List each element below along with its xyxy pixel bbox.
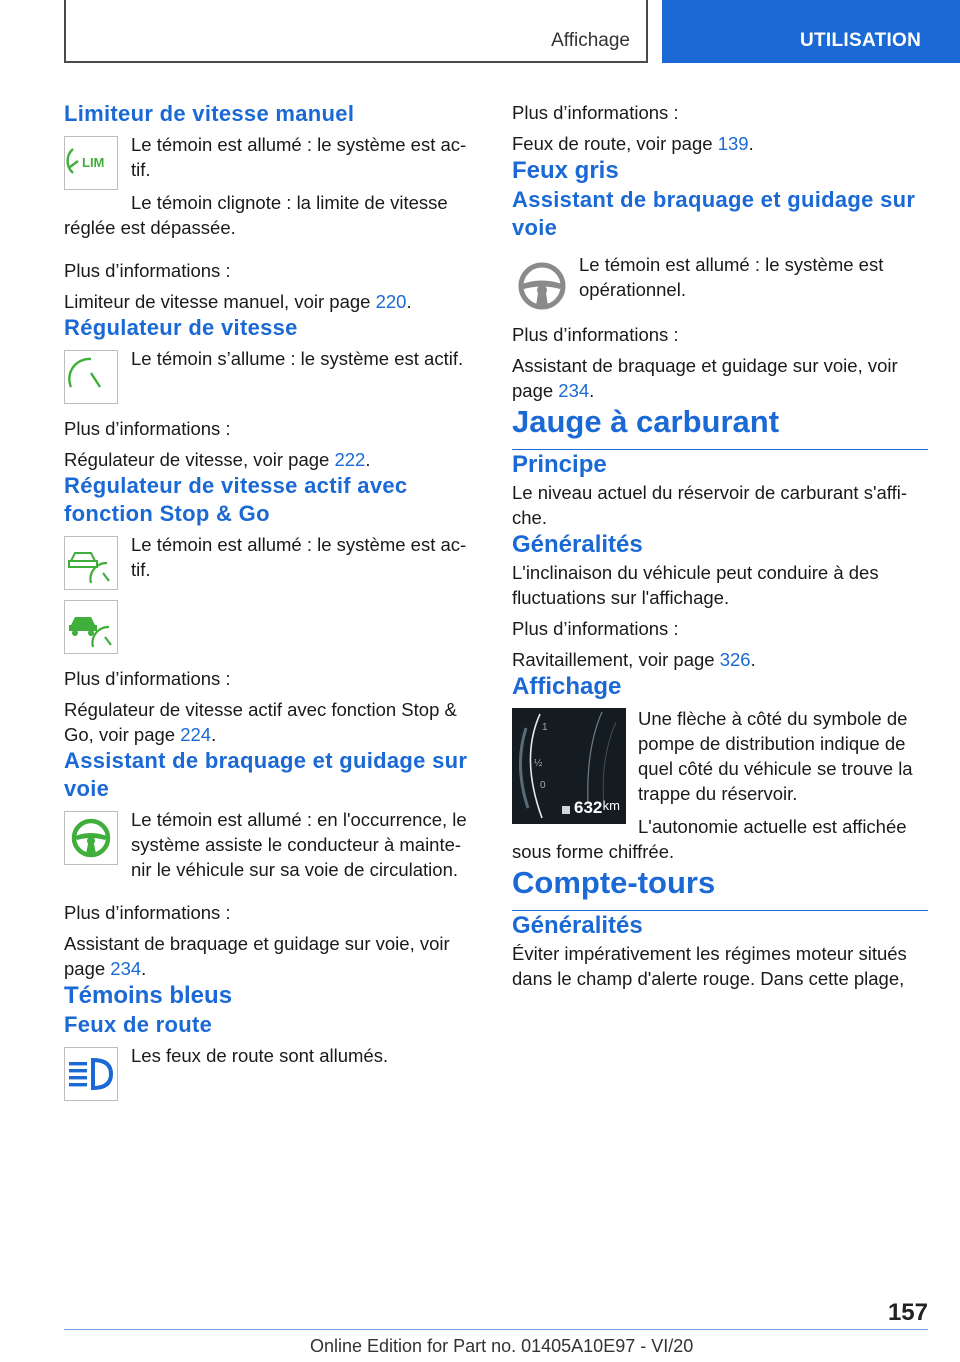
speedometer-icon [64, 350, 118, 404]
affichage-line1: Une flèche à côté du symbole de pompe de distribution indique de quel côté du véhicule se trouve la trappe du réservoir. [638, 708, 913, 804]
jauge-ref: Ravitaillement, voir page 326. [512, 649, 756, 670]
heading-compte-generalites: Généralités [512, 912, 643, 939]
svg-text:0: 0 [540, 780, 546, 791]
affichage-line2-b: sous forme chiffrée. [512, 841, 675, 862]
limiteur-line2-a: Le témoin clignote : la limite de vitesse [131, 192, 448, 213]
heading-affichage: Affichage [512, 673, 622, 700]
gris-more: Plus d’informations : [512, 324, 679, 345]
ravitaillement-page-link[interactable]: 326 [719, 649, 751, 670]
acc-car-filled-icon [64, 600, 118, 654]
regulateur-page-link[interactable]: 222 [334, 449, 366, 470]
feux-route-row [64, 1043, 480, 1099]
jauge-more: Plus d’informations : [512, 618, 679, 639]
acc-line1: Le témoin est allumé : le système est ac-tif. [131, 534, 467, 580]
right-top-more: Plus d’informations : [512, 102, 679, 123]
acc-page-link[interactable]: 224 [180, 724, 212, 745]
principe-text: Le niveau actuel du réservoir de carburant s'affi-che. [512, 482, 907, 528]
heading-compte-tours: Compte-tours [512, 864, 928, 911]
generalites-text: L'inclinaison du véhicule peut conduire à des fluctuations sur l'affichage. [512, 562, 879, 608]
fuel-gauge-image [512, 708, 626, 824]
steering-wheel-icon [64, 811, 118, 865]
acc-row [64, 532, 480, 588]
limiteur-line2-b: réglée est dépassée. [64, 217, 236, 238]
limiteur-ref: Limiteur de vitesse manuel, voir page 220. [64, 291, 412, 312]
heading-acc: Régulateur de vitesse actif avec fonction Stop & Go [64, 473, 408, 526]
heading-feux-gris: Feux gris [512, 157, 619, 184]
assist-page-link[interactable]: 234 [110, 958, 142, 979]
high-beam-icon [64, 1047, 118, 1101]
header-section: Affichage [551, 30, 630, 51]
header-tab [662, 0, 960, 63]
page-number: 157 [887, 1299, 928, 1326]
acc-car-icon [64, 536, 118, 590]
affichage-row [512, 706, 928, 839]
footer-divider [64, 1329, 928, 1330]
feux-page-link[interactable]: 139 [717, 133, 749, 154]
regulateur-row [64, 346, 480, 402]
heading-limiteur: Limiteur de vitesse manuel [64, 101, 355, 126]
left-column [64, 100, 480, 1099]
heading-regulateur: Régulateur de vitesse [64, 315, 298, 340]
limiteur-line1: Le témoin est allumé : le système est ac-tif. [131, 134, 467, 180]
gris-ref: Assistant de braquage et guidage sur voie, voir page 234. [512, 355, 898, 401]
svg-text:LIM: LIM [82, 155, 105, 170]
heading-jauge: Jauge à carburant [512, 403, 928, 450]
acc-ref: Régulateur de vitesse actif avec fonction Stop & Go, voir page 224. [64, 699, 457, 745]
gris-page-link[interactable]: 234 [558, 380, 590, 401]
header-tab-label: UTILISATION [800, 30, 922, 51]
assist-ref: Assistant de braquage et guidage sur voie, voir page 234. [64, 933, 450, 979]
heading-gris-assist: Assistant de braquage et guidage sur voie [512, 187, 916, 240]
regulateur-more: Plus d’informations : [64, 418, 231, 439]
steering-wheel-gray-icon [512, 256, 572, 316]
right-top-ref: Feux de route, voir page 139. [512, 133, 754, 154]
footer-edition: Online Edition for Part no. 01405A10E97 - VI/20 [310, 1336, 694, 1356]
svg-text:1: 1 [542, 722, 548, 733]
gris-line1: Le témoin est allumé : le système est opérationnel. [579, 254, 884, 300]
heading-principe: Principe [512, 451, 607, 478]
assist-more: Plus d’informations : [64, 902, 231, 923]
limiteur-page-link[interactable]: 220 [375, 291, 407, 312]
assist-line1: Le témoin est allumé : en l'occurrence, le système assiste le conducteur à mainte-nir le véhicule sur sa voie de circulation. [131, 809, 467, 880]
heading-assist: Assistant de braquage et guidage sur voie [64, 748, 468, 801]
heading-feux-de-route: Feux de route [64, 1012, 213, 1037]
limiteur-row [64, 132, 480, 215]
lim-icon [64, 136, 118, 190]
right-column [512, 100, 928, 991]
range-unit: km [602, 798, 620, 813]
regulateur-ref: Régulateur de vitesse, voir page 222. [64, 449, 371, 470]
header-bar [64, 0, 648, 63]
acc-more: Plus d’informations : [64, 668, 231, 689]
heading-generalites: Généralités [512, 531, 643, 558]
range-value: 632 [574, 798, 603, 817]
compte-generalites-text: Éviter impérativement les régimes moteur situés dans le champ d'alerte rouge. Dans cette plage, [512, 943, 907, 989]
svg-text:½: ½ [534, 758, 543, 769]
limiteur-more: Plus d’informations : [64, 260, 231, 281]
heading-temoins-bleus: Témoins bleus [64, 982, 233, 1009]
gris-assist-row [512, 252, 928, 308]
affichage-line2-a: L'autonomie actuelle est affichée [638, 816, 907, 837]
assist-row [64, 807, 480, 882]
feux-route-line1: Les feux de route sont allumés. [131, 1045, 389, 1066]
regulateur-line1: Le témoin s’allume : le système est actif. [131, 348, 464, 369]
acc-row-2 [64, 596, 480, 652]
